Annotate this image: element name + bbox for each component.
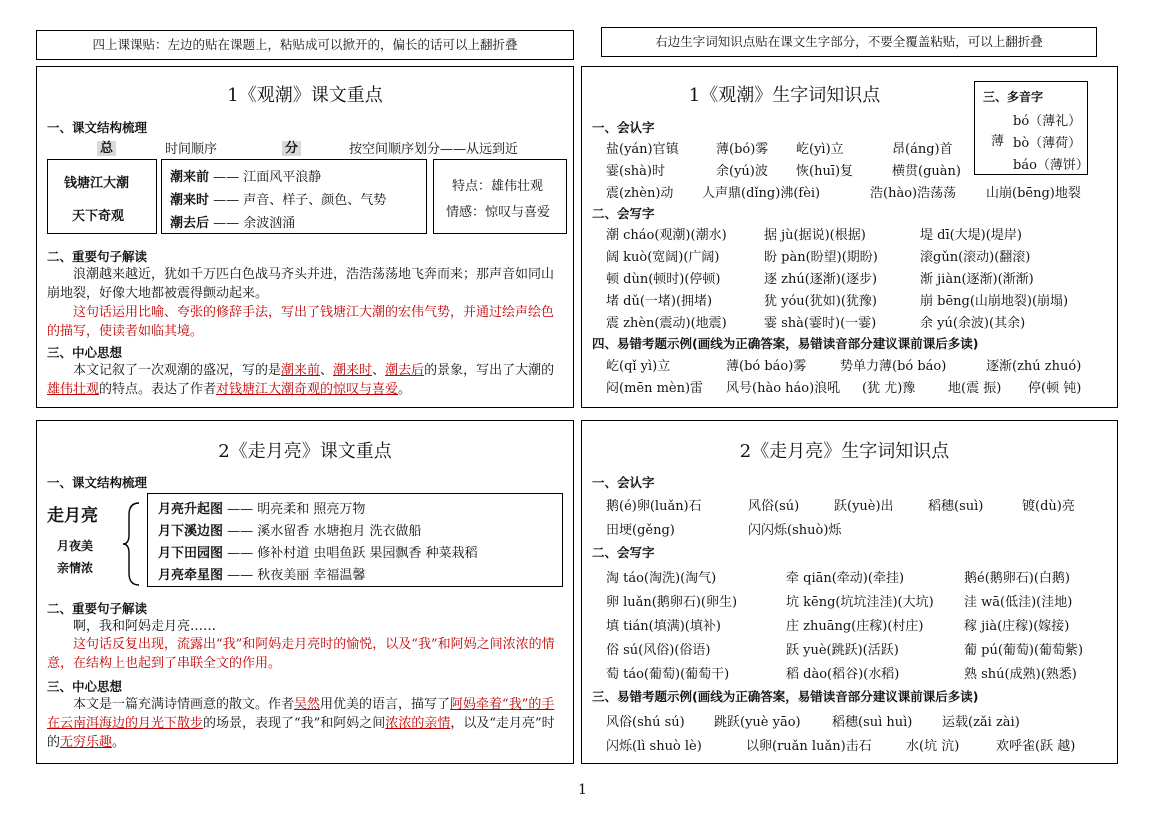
left-box-line: 钱塘江大潮	[64, 176, 130, 191]
row: 月亮升起图 —— 明亮柔和 照亮万物	[158, 502, 366, 517]
polyphone-reading: báo（薄饼）	[1013, 158, 1089, 173]
polyphone-box	[974, 81, 1088, 175]
error-item: 运载(zǎi zài)	[942, 715, 1020, 730]
left-box-line: 天下奇观	[72, 209, 125, 224]
polyphone-reading: bó（薄礼）	[1013, 114, 1082, 129]
structure-sub: 亲情浓	[57, 561, 94, 575]
sentence-analysis: 这句话运用比喻、夸张的修辞手法，写出了钱塘江大潮的宏伟气势，并通过绘声绘色的描写，使读者如临其境。	[47, 305, 555, 339]
section-heading: 一、课文结构梳理	[47, 120, 148, 135]
write-word: 潮 cháo(观潮)(潮水)	[606, 228, 727, 243]
trait: 特点：雄伟壮观	[452, 179, 544, 194]
recog-word: 闪闪烁(shuò)烁	[748, 523, 842, 538]
row: 潮来前 —— 江面风平浪静	[170, 170, 322, 185]
write-word: 葡 pú(葡萄)(葡萄紫)	[964, 643, 1084, 658]
polyphone-char: 薄	[991, 134, 1005, 149]
error-item: 闪烁(lì shuò lè)	[606, 739, 702, 754]
write-word: 牵 qiān(牵动)(牵挂)	[786, 571, 905, 586]
recog-word: 风俗(sú)	[748, 499, 800, 514]
write-word: 震 zhèn(震动)(地震)	[606, 316, 727, 331]
write-word: 逐 zhú(逐渐)(逐步)	[764, 272, 878, 287]
sentence-analysis: 这句话反复出现，流露出“我”和阿妈走月亮时的愉悦，以及“我”和阿妈之间浓浓的情意，在结构上也起到了串联全文的作用。	[47, 637, 555, 671]
key-sentence: 啊，我和阿妈走月亮……	[73, 619, 217, 634]
write-word: 坑 kēng(坑坑洼洼)(大坑)	[786, 595, 934, 610]
row: 潮来时 —— 声音、样子、颜色、气势	[170, 193, 387, 208]
left-note: 四上课课贴：左边的贴在课题上，粘贴成可以掀开的，偏长的话可以上翻折叠	[36, 30, 574, 60]
error-item: 以卵(ruǎn luǎn)击石	[746, 739, 872, 754]
polyphone-heading: 三、多音字	[983, 90, 1044, 104]
panel-guanchao-vocab	[581, 66, 1118, 408]
page-number: 1	[578, 782, 587, 798]
section-heading: 一、会认字	[592, 120, 655, 135]
recog-word: 余(yú)波	[716, 164, 768, 179]
write-word: 渐 jiàn(逐渐)(渐渐)	[920, 272, 1034, 287]
recog-word: 鹅(é)卵(luǎn)石	[606, 499, 702, 514]
write-word: 余 yú(余波)(其余)	[920, 316, 1026, 331]
panel-zouyueliang-key-points	[36, 420, 574, 764]
section-heading: 四、易错考题示例(画线为正确答案，易错读音部分建议课前课后多读)	[592, 336, 979, 351]
write-word: 俗 sú(风俗)(俗语)	[606, 643, 711, 658]
section-heading: 一、课文结构梳理	[47, 475, 148, 490]
write-word: 盼 pàn(盼望)(期盼)	[764, 250, 878, 265]
recog-word: 昂(áng)首	[892, 142, 953, 157]
row: 潮去后 —— 余波汹涌	[170, 216, 296, 231]
error-item: (犹 尤)豫	[862, 381, 916, 396]
section-heading: 三、中心思想	[47, 345, 123, 360]
structure-right-box	[433, 159, 567, 234]
error-item: 跳跃(yuè yāo)	[714, 715, 801, 730]
panel-title: 2《走月亮》生字词知识点	[739, 441, 950, 462]
key-sentence: 浪潮越来越近，犹如千万匹白色战马齐头并进，浩浩荡荡地飞奔而来；那声音如同山崩地裂，好像大地都被震得颤动起来。	[47, 267, 555, 301]
recog-word: 浩(hào)浩荡荡	[870, 186, 957, 201]
recog-word: 恢(huī)复	[796, 164, 854, 179]
error-item: 势单力薄(bó báo)	[840, 359, 947, 374]
write-word: 顿 dùn(顿时)(停顿)	[606, 272, 721, 287]
write-word: 滚gǔn(滚动)(翻滚)	[920, 250, 1031, 265]
error-item: 风号(hào háo)浪吼	[726, 381, 841, 396]
write-word: 崩 bēng(山崩地裂)(崩塌)	[920, 294, 1069, 309]
write-word: 阔 kuò(宽阔)(广阔)	[606, 250, 720, 265]
write-word: 犹 yóu(犹如)(犹豫)	[764, 294, 877, 309]
write-word: 霎 shà(霎时)(一霎)	[764, 316, 877, 331]
error-item: 稻穗(suì huì)	[832, 715, 913, 730]
structure-middle-box	[161, 159, 427, 234]
section-heading: 三、易错考题示例(画线为正确答案，易错读音部分建议课前课后多读)	[592, 689, 979, 704]
recog-word: 跃(yuè)出	[834, 499, 894, 514]
error-item: 屹(qǐ yì)立	[606, 359, 671, 374]
structure-left-box	[47, 159, 157, 234]
recog-word: 薄(bó)雾	[716, 142, 769, 157]
error-item: 薄(bó báo)雾	[726, 359, 807, 374]
row: 月下田园图 —— 修补村道 虫唱鱼跃 果园飘香 种菜栽稻	[158, 546, 478, 561]
section-heading: 三、中心思想	[47, 679, 123, 694]
recog-word: 震(zhèn)动	[606, 186, 674, 201]
central-idea: 本文是一篇充满诗情画意的散文。作者吴然用优美的语言，描写了阿妈牵着“我”的手在云南洱海边的月光下散步的场景，表现了“我”和阿妈之间浓浓的亲情，以及“走月亮”时的无穷乐趣。	[47, 697, 555, 750]
error-item: 地(震 振)	[948, 381, 1002, 396]
panel-title: 2《走月亮》课文重点	[218, 441, 392, 462]
write-word: 跃 yuè(跳跃)(活跃)	[786, 643, 899, 658]
write-word: 萄 táo(葡萄)(葡萄干)	[606, 667, 730, 682]
recog-word: 稻穗(suì)	[928, 499, 984, 514]
structure-sub: 月夜美	[57, 539, 94, 553]
recog-word: 田埂(gěng)	[606, 523, 675, 538]
panel-guanchao-key-points	[36, 66, 574, 408]
write-word: 稻 dào(稻谷)(水稻)	[786, 667, 900, 682]
section-heading: 二、会写字	[592, 206, 655, 221]
row: 月下溪边图 —— 溪水留香 水塘抱月 洗衣做船	[158, 524, 422, 539]
row: 月亮牵星图 —— 秋夜美丽 幸福温馨	[158, 568, 366, 583]
write-word: 堤 dī(大堤)(堤岸)	[920, 228, 1022, 243]
error-item: 欢呼雀(跃 越)	[996, 739, 1076, 754]
write-word: 填 tián(填满)(填补)	[606, 619, 721, 634]
brace-icon	[121, 501, 141, 587]
emotion: 情感：惊叹与喜爱	[446, 205, 551, 220]
polyphone-reading: bò（薄荷）	[1013, 136, 1082, 151]
zong-text: 时间顺序	[165, 142, 218, 157]
recog-word: 人声鼎(dǐng)沸(fèi)	[702, 186, 821, 201]
structure-box	[147, 493, 563, 587]
recog-word: 屹(yì)立	[796, 142, 844, 157]
panel-title: 1《观潮》生字词知识点	[688, 85, 881, 106]
error-item: 水(坑 沆)	[906, 739, 960, 754]
zong-label: 总	[97, 137, 116, 156]
fen-text: 按空间顺序划分——从远到近	[349, 142, 519, 157]
fen-label: 分	[282, 137, 301, 156]
write-word: 卵 luǎn(鹅卵石)(卵生)	[606, 595, 738, 610]
recog-word: 盐(yán)官镇	[606, 142, 679, 157]
write-word: 鹅é(鹅卵石)(白鹅)	[964, 571, 1070, 586]
section-heading: 二、重要句子解读	[47, 249, 148, 264]
error-item: 逐渐(zhú zhuó)	[986, 359, 1082, 374]
write-word: 据 jù(据说)(根据)	[764, 228, 866, 243]
write-word: 熟 shú(成熟)(熟悉)	[964, 667, 1077, 682]
recog-word: 镀(dù)亮	[1022, 499, 1075, 514]
error-item: 风俗(shú sú)	[606, 715, 685, 730]
structure-main: 走月亮	[47, 506, 98, 526]
section-heading: 二、会写字	[592, 545, 655, 560]
write-word: 洼 wā(低洼)(洼地)	[964, 595, 1073, 610]
section-heading: 一、会认字	[592, 475, 655, 490]
error-item: 停(顿 钝)	[1028, 381, 1082, 396]
write-word: 稼 jià(庄稼)(嫁接)	[964, 619, 1070, 634]
recog-word: 霎(shà)时	[606, 164, 665, 179]
central-idea: 本文记叙了一次观潮的盛况，写的是潮来前、潮来时、潮去后的景象，写出了大潮的雄伟壮观的特点。表达了作者对钱塘江大潮奇观的惊叹与喜爱。	[47, 363, 555, 397]
panel-zouyueliang-vocab	[581, 420, 1118, 764]
write-word: 淘 táo(淘洗)(淘气)	[606, 571, 717, 586]
panel-title: 1《观潮》课文重点	[227, 85, 383, 106]
right-note: 右边生字词知识点贴在课文生字部分，不要全覆盖粘贴，可以上翻折叠	[601, 27, 1097, 57]
recog-word: 横贯(guàn)	[892, 164, 961, 179]
error-item: 闷(mēn mèn)雷	[606, 381, 704, 396]
write-word: 庄 zhuāng(庄稼)(村庄)	[786, 619, 924, 634]
section-heading: 二、重要句子解读	[47, 601, 148, 616]
recog-word: 山崩(bēng)地裂	[986, 186, 1081, 201]
write-word: 堵 dǔ(一堵)(拥堵)	[606, 294, 713, 309]
